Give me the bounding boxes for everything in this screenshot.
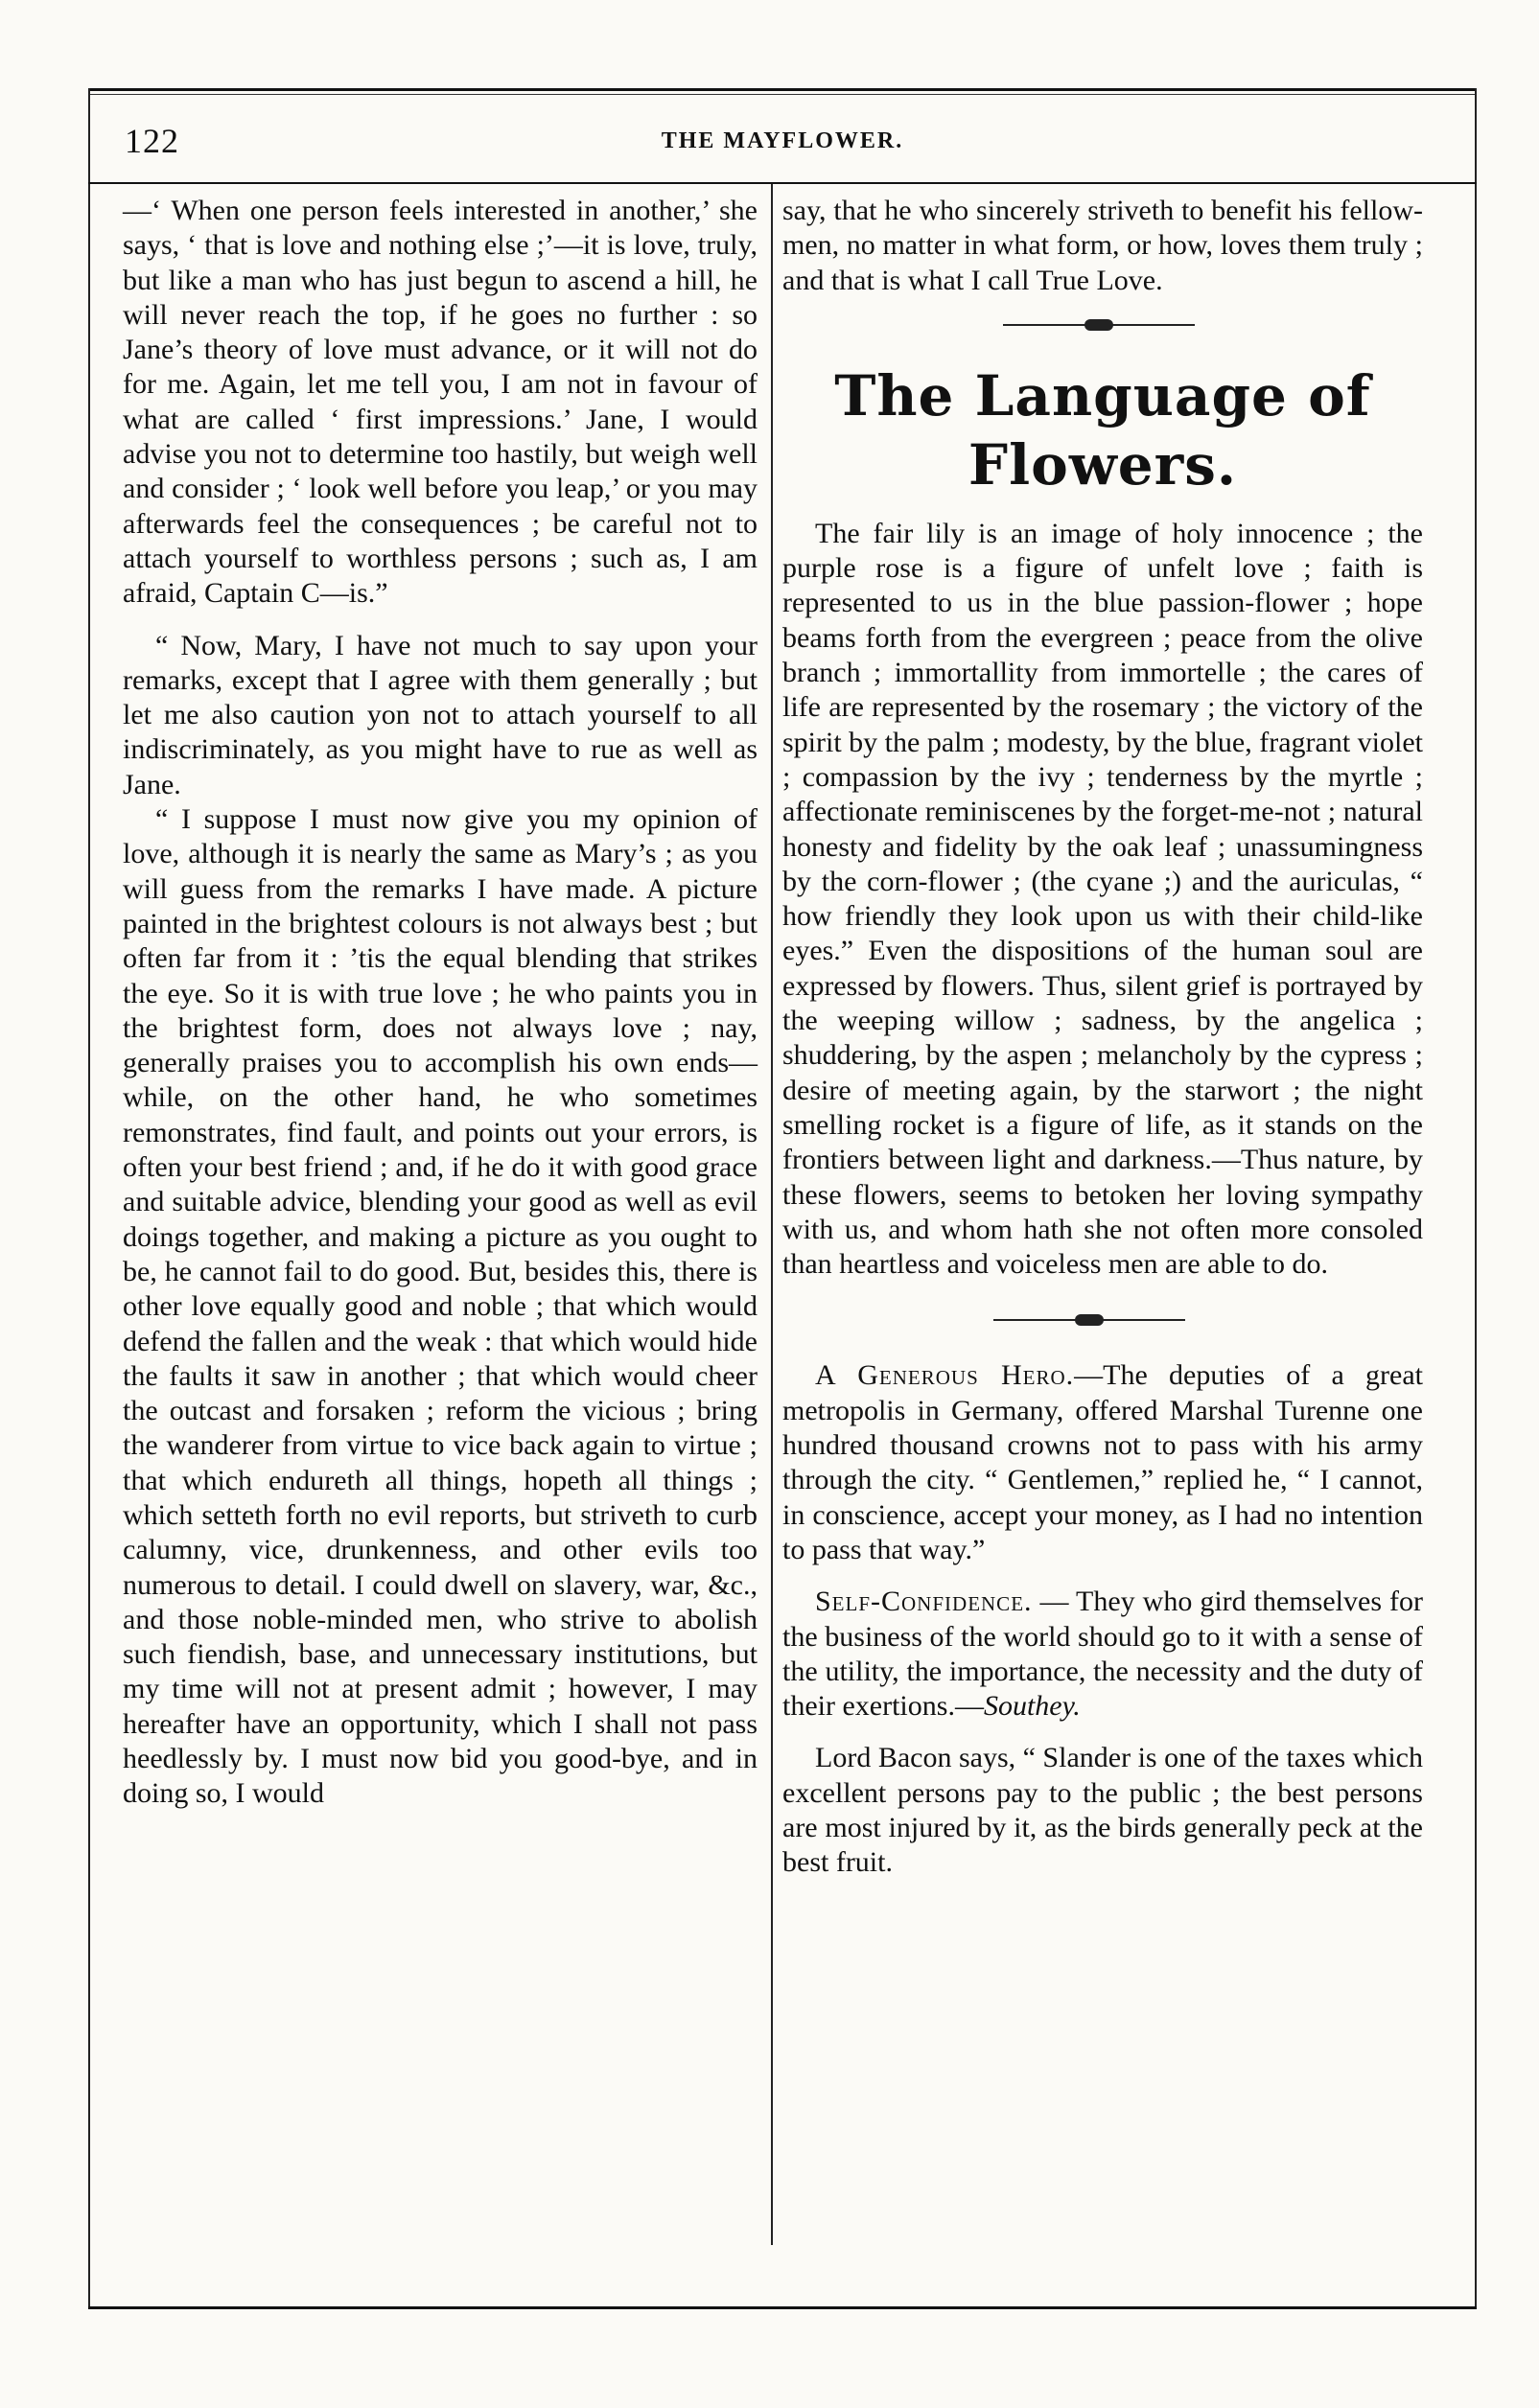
generous-hero-paragraph — [782, 1358, 1423, 1567]
top-border-rule — [88, 88, 1477, 91]
self-confidence-author: Southey. — [983, 1690, 1081, 1723]
paragraph-gap — [782, 1724, 1423, 1741]
flowers-article-text: The fair lily is an image of holy innocence ; the purple rose is a figure of unfelt love ; faith is represented to us in the blue passion-flower ; hope beams forth from the evergreen ; peace from the olive branch ; immortallity from immortelle ; the cares of life are represented by the rosemary ; the victory of the spirit by the palm ; modesty, by the blue, fragrant violet ; compassion by the ivy ; tenderness by the myrtle ; affectionate reminiscenes by the forget-me-not ; natural honesty and fidelity by the oak leaf ; unassumingness by the corn-flower ; (the cyane ;) and the auriculas, “ how friendly they look upon us with their child-like eyes.” Even the dispositions of the human soul are expressed by flowers. Thus, silent grief is portrayed by the weeping willow ; sadness, by the angelica ; shuddering, by the aspen ; melancholy by the cypress ; desire of meeting again, by the starwort ; the night smelling rocket is a figure of life, as it stands on the frontiers between light and darkness.—Thus nature, by these flowers, seems to betoken her loving sympathy with us, and whom hath she not often more consoled than heartless and voiceless men are able to do. — [782, 517, 1423, 1281]
paragraph: “ Now, Mary, I have not much to say upon your remarks, except that I agree with them generally ; but let me also caution yon not to attach yourself to all indiscriminately, as you might have to rue as well as Jane. — [123, 629, 758, 800]
paragraph: “ I suppose I must now give you my opinion of love, although it is nearly the same as Mary’s ; as you will guess from the remarks I have made. A picture painted in the brightest colours is not always best ; but often far from it : ’tis the equal blending that strikes the eye. So it is with true love ; he who paints you in the brightest form, does not always love ; nay, generally praises you to accomplish his own ends—while, on the other hand, he who sometimes remonstrates, find fault, and points out your errors, is often your best friend ; and, if he do it with good grace and suitable advice, blending your good as well as evil doings together, and making a picture as you ought to be, he cannot fail to do good. But, besides this, there is other love equally good and noble ; that which would defend the fallen and the weak : that which would hide the faults it saw in another ; that which would cheer the outcast and forsaken ; reform the vicious ; bring the wanderer from virtue to vice back again to virtue ; that which endureth all things, hopeth all things ; which setteth forth no evil reports, but striveth to curb calumny, vice, drunkenness, and other evils too numerous to detail. I could dwell on slavery, war, &c., and those noble-minded men, who strive to abolish such fiendish, base, and unnecessary institutions, but my time will not at present admit ; however, I may hereafter have an opportunity, which I shall not pass heedlessly by. I must now bid you good-bye, and in doing so, I would — [123, 803, 758, 1810]
top-border-rule-thin — [88, 94, 1477, 95]
section-ornament — [782, 1303, 1423, 1337]
page-number: 122 — [125, 122, 179, 160]
continuation-paragraph: say, that he who sincerely striveth to benefit his fellow-men, no matter in what form, or how, loves them truly ; and that is what I call True Love. — [782, 195, 1423, 296]
running-title: THE MAYFLOWER. — [661, 128, 904, 153]
ornament-dot — [1084, 319, 1113, 331]
paragraph: —‘ When one person feels interested in another,’ she says, ‘ that is love and nothing else ;’—it is love, truly, but like a man who has just begun to ascend a hill, he will never reach the top, if he goes no further : so Jane’s theory of love must advance, or it will not do for me. Again, let me tell you, I am not in favour of what are called ‘ first impressions.’ Jane, I would advise you not to determine too hastily, but weigh well and consider ; ‘ look well before you leap,’ or you may afterwards feel the consequences ; be careful not to attach yourself to worthless persons ; such as, I am afraid, Captain C—is.” — [123, 195, 758, 610]
self-confidence-text: — They who gird themselves for the business of the world should go to it with a sense of the utility, the importance, the necessity and the duty of their exertions.— — [782, 1586, 1423, 1723]
self-confidence-title: Self-Confidence. — [815, 1586, 1033, 1618]
section-ornament — [782, 308, 1423, 342]
bottom-border-rule — [88, 2306, 1477, 2309]
paragraph-gap — [123, 612, 758, 629]
generous-hero-text: —The deputies of a great metropolis in Germany, offered Marshal Turenne one hundred thousand crowns not to pass with his army through the city. “ Gentlemen,” replied he, “ I cannot, in conscience, accept your money, as I had no intention to pass that way.” — [782, 1359, 1423, 1565]
page-header — [88, 105, 1477, 173]
article-heading: The Language of Flowers. — [834, 362, 1371, 498]
column-divider — [771, 184, 773, 2245]
right-column — [782, 194, 1423, 1881]
left-border-rule — [88, 88, 90, 2308]
ornament-dot — [1075, 1314, 1104, 1326]
paragraph-gap — [782, 1567, 1423, 1585]
generous-hero-title: A Generous Hero. — [815, 1359, 1075, 1392]
self-confidence-paragraph — [782, 1585, 1423, 1724]
left-column — [123, 194, 758, 1812]
bacon-paragraph: Lord Bacon says, “ Slander is one of the taxes which excellent persons pay to the public ; the best persons are most injured by it, as the birds generally peck at the best fruit. — [782, 1742, 1423, 1879]
header-rule — [88, 182, 1477, 184]
right-border-rule — [1475, 88, 1477, 2308]
